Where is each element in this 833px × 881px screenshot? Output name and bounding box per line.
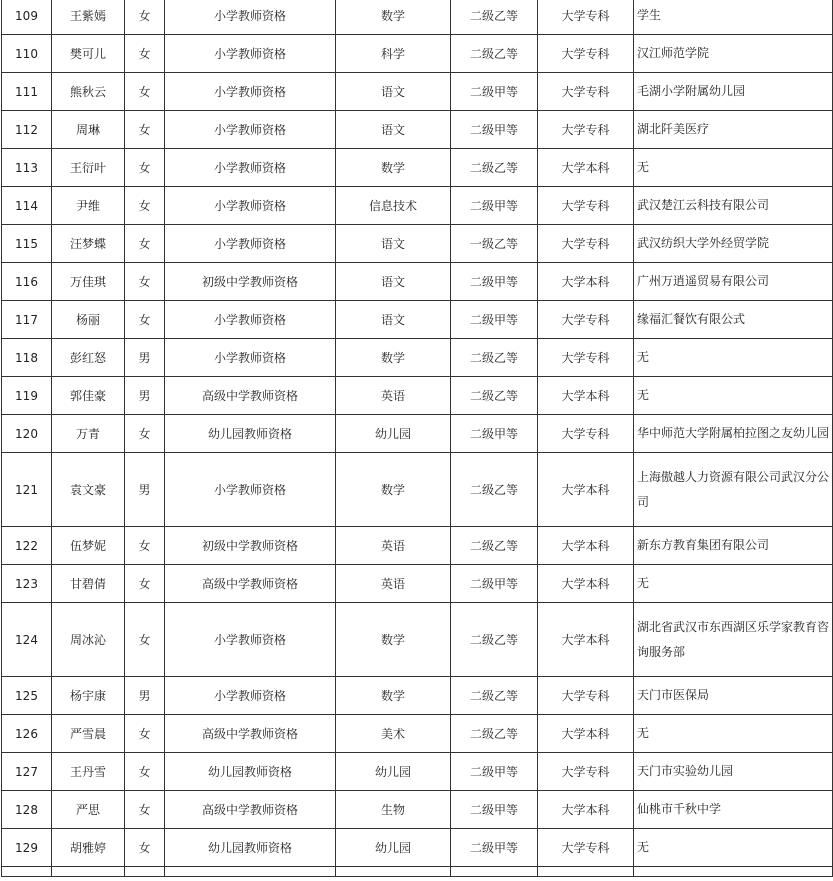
education-cell: 大学本科 bbox=[538, 715, 634, 753]
empty-cell bbox=[52, 867, 125, 877]
gender-cell: 女 bbox=[125, 187, 165, 225]
name-cell: 甘碧倩 bbox=[52, 565, 125, 603]
qualification-cell: 小学教师资格 bbox=[165, 603, 336, 677]
name-cell: 杨宇康 bbox=[52, 677, 125, 715]
gender-cell: 女 bbox=[125, 415, 165, 453]
row-number-cell: 128 bbox=[2, 791, 52, 829]
name-cell: 汪梦蝶 bbox=[52, 225, 125, 263]
qualification-cell: 小学教师资格 bbox=[165, 73, 336, 111]
mandarin-level-cell: 二级乙等 bbox=[451, 715, 538, 753]
table-row bbox=[2, 339, 833, 377]
table-row bbox=[2, 677, 833, 715]
table-row bbox=[2, 301, 833, 339]
work-unit-cell: 无 bbox=[634, 715, 833, 753]
qualification-cell: 初级中学教师资格 bbox=[165, 527, 336, 565]
name-cell: 王丹雪 bbox=[52, 753, 125, 791]
subject-cell: 英语 bbox=[336, 527, 451, 565]
empty-cell bbox=[451, 867, 538, 877]
gender-cell: 男 bbox=[125, 453, 165, 527]
name-cell: 尹维 bbox=[52, 187, 125, 225]
mandarin-level-cell: 二级乙等 bbox=[451, 377, 538, 415]
mandarin-level-cell: 二级甲等 bbox=[451, 73, 538, 111]
name-cell: 严思 bbox=[52, 791, 125, 829]
work-unit-cell: 汉江师范学院 bbox=[634, 35, 833, 73]
work-unit-cell: 天门市实验幼儿园 bbox=[634, 753, 833, 791]
mandarin-level-cell: 二级甲等 bbox=[451, 301, 538, 339]
work-unit-cell: 无 bbox=[634, 339, 833, 377]
empty-cell bbox=[2, 867, 52, 877]
qualification-cell: 幼儿园教师资格 bbox=[165, 415, 336, 453]
mandarin-level-cell: 一级乙等 bbox=[451, 225, 538, 263]
table-row bbox=[2, 603, 833, 677]
work-unit-cell: 上海傲越人力资源有限公司武汉分公司 bbox=[634, 453, 833, 527]
gender-cell: 男 bbox=[125, 339, 165, 377]
empty-cell bbox=[538, 867, 634, 877]
table-row bbox=[2, 715, 833, 753]
education-cell: 大学专科 bbox=[538, 111, 634, 149]
name-cell: 熊秋云 bbox=[52, 73, 125, 111]
name-cell: 周琳 bbox=[52, 111, 125, 149]
qualification-cell: 小学教师资格 bbox=[165, 149, 336, 187]
mandarin-level-cell: 二级甲等 bbox=[451, 565, 538, 603]
mandarin-level-cell: 二级甲等 bbox=[451, 791, 538, 829]
education-cell: 大学本科 bbox=[538, 453, 634, 527]
table-row bbox=[2, 829, 833, 867]
education-cell: 大学专科 bbox=[538, 339, 634, 377]
row-number-cell: 110 bbox=[2, 35, 52, 73]
qualification-cell: 小学教师资格 bbox=[165, 35, 336, 73]
row-number-cell: 118 bbox=[2, 339, 52, 377]
qualification-cell: 高级中学教师资格 bbox=[165, 791, 336, 829]
row-number-cell: 125 bbox=[2, 677, 52, 715]
qualification-cell: 小学教师资格 bbox=[165, 0, 336, 35]
mandarin-level-cell: 二级甲等 bbox=[451, 111, 538, 149]
row-number-cell: 123 bbox=[2, 565, 52, 603]
table-row bbox=[2, 225, 833, 263]
subject-cell: 幼儿园 bbox=[336, 753, 451, 791]
work-unit-cell: 天门市医保局 bbox=[634, 677, 833, 715]
work-unit-cell: 学生 bbox=[634, 0, 833, 35]
education-cell: 大学本科 bbox=[538, 603, 634, 677]
mandarin-level-cell: 二级甲等 bbox=[451, 187, 538, 225]
gender-cell: 女 bbox=[125, 0, 165, 35]
name-cell: 严雪晨 bbox=[52, 715, 125, 753]
applicant-table-sheet bbox=[1, 0, 833, 877]
table-row bbox=[2, 149, 833, 187]
table-row bbox=[2, 0, 833, 35]
gender-cell: 女 bbox=[125, 111, 165, 149]
education-cell: 大学专科 bbox=[538, 187, 634, 225]
row-number-cell: 116 bbox=[2, 263, 52, 301]
qualification-cell: 初级中学教师资格 bbox=[165, 263, 336, 301]
row-number-cell: 114 bbox=[2, 187, 52, 225]
table-row bbox=[2, 453, 833, 527]
work-unit-cell: 无 bbox=[634, 829, 833, 867]
gender-cell: 女 bbox=[125, 225, 165, 263]
education-cell: 大学本科 bbox=[538, 527, 634, 565]
subject-cell: 语文 bbox=[336, 111, 451, 149]
table-row bbox=[2, 565, 833, 603]
subject-cell: 语文 bbox=[336, 263, 451, 301]
education-cell: 大学本科 bbox=[538, 377, 634, 415]
row-number-cell: 126 bbox=[2, 715, 52, 753]
name-cell: 万佳琪 bbox=[52, 263, 125, 301]
name-cell: 杨丽 bbox=[52, 301, 125, 339]
education-cell: 大学专科 bbox=[538, 301, 634, 339]
mandarin-level-cell: 二级乙等 bbox=[451, 453, 538, 527]
subject-cell: 数学 bbox=[336, 453, 451, 527]
name-cell: 樊可儿 bbox=[52, 35, 125, 73]
subject-cell: 幼儿园 bbox=[336, 829, 451, 867]
row-number-cell: 115 bbox=[2, 225, 52, 263]
work-unit-cell: 武汉纺织大学外经贸学院 bbox=[634, 225, 833, 263]
education-cell: 大学专科 bbox=[538, 73, 634, 111]
gender-cell: 女 bbox=[125, 715, 165, 753]
empty-cell bbox=[634, 867, 833, 877]
table-body bbox=[2, 0, 833, 877]
work-unit-cell: 广州万逍遥贸易有限公司 bbox=[634, 263, 833, 301]
empty-cell bbox=[336, 867, 451, 877]
mandarin-level-cell: 二级乙等 bbox=[451, 603, 538, 677]
row-number-cell: 117 bbox=[2, 301, 52, 339]
education-cell: 大学本科 bbox=[538, 565, 634, 603]
mandarin-level-cell: 二级甲等 bbox=[451, 829, 538, 867]
qualification-cell: 高级中学教师资格 bbox=[165, 377, 336, 415]
name-cell: 伍梦妮 bbox=[52, 527, 125, 565]
row-number-cell: 122 bbox=[2, 527, 52, 565]
gender-cell: 女 bbox=[125, 73, 165, 111]
table-row-partial bbox=[2, 867, 833, 877]
table-row bbox=[2, 377, 833, 415]
table-row bbox=[2, 35, 833, 73]
work-unit-cell: 湖北省武汉市东西湖区乐学家教育咨询服务部 bbox=[634, 603, 833, 677]
subject-cell: 信息技术 bbox=[336, 187, 451, 225]
work-unit-cell: 无 bbox=[634, 565, 833, 603]
subject-cell: 英语 bbox=[336, 377, 451, 415]
work-unit-cell: 华中师范大学附属柏拉图之友幼儿园 bbox=[634, 415, 833, 453]
gender-cell: 女 bbox=[125, 753, 165, 791]
subject-cell: 数学 bbox=[336, 339, 451, 377]
gender-cell: 女 bbox=[125, 527, 165, 565]
qualification-cell: 幼儿园教师资格 bbox=[165, 753, 336, 791]
applicant-table bbox=[1, 0, 833, 877]
work-unit-cell: 新东方教育集团有限公司 bbox=[634, 527, 833, 565]
qualification-cell: 小学教师资格 bbox=[165, 225, 336, 263]
name-cell: 王紫嫣 bbox=[52, 0, 125, 35]
mandarin-level-cell: 二级甲等 bbox=[451, 753, 538, 791]
gender-cell: 女 bbox=[125, 301, 165, 339]
table-row bbox=[2, 415, 833, 453]
qualification-cell: 小学教师资格 bbox=[165, 111, 336, 149]
mandarin-level-cell: 二级乙等 bbox=[451, 35, 538, 73]
row-number-cell: 113 bbox=[2, 149, 52, 187]
education-cell: 大学本科 bbox=[538, 263, 634, 301]
gender-cell: 女 bbox=[125, 603, 165, 677]
subject-cell: 语文 bbox=[336, 301, 451, 339]
row-number-cell: 129 bbox=[2, 829, 52, 867]
gender-cell: 女 bbox=[125, 149, 165, 187]
mandarin-level-cell: 二级甲等 bbox=[451, 263, 538, 301]
row-number-cell: 111 bbox=[2, 73, 52, 111]
subject-cell: 数学 bbox=[336, 0, 451, 35]
name-cell: 郭佳豪 bbox=[52, 377, 125, 415]
mandarin-level-cell: 二级乙等 bbox=[451, 149, 538, 187]
qualification-cell: 高级中学教师资格 bbox=[165, 715, 336, 753]
education-cell: 大学专科 bbox=[538, 225, 634, 263]
work-unit-cell: 无 bbox=[634, 377, 833, 415]
row-number-cell: 112 bbox=[2, 111, 52, 149]
gender-cell: 女 bbox=[125, 829, 165, 867]
table-row bbox=[2, 111, 833, 149]
name-cell: 周冰沁 bbox=[52, 603, 125, 677]
qualification-cell: 小学教师资格 bbox=[165, 453, 336, 527]
row-number-cell: 119 bbox=[2, 377, 52, 415]
mandarin-level-cell: 二级乙等 bbox=[451, 677, 538, 715]
work-unit-cell: 毛湖小学附属幼儿园 bbox=[634, 73, 833, 111]
table-row bbox=[2, 263, 833, 301]
mandarin-level-cell: 二级乙等 bbox=[451, 339, 538, 377]
row-number-cell: 121 bbox=[2, 453, 52, 527]
qualification-cell: 高级中学教师资格 bbox=[165, 565, 336, 603]
empty-cell bbox=[165, 867, 336, 877]
gender-cell: 女 bbox=[125, 791, 165, 829]
subject-cell: 科学 bbox=[336, 35, 451, 73]
row-number-cell: 127 bbox=[2, 753, 52, 791]
row-number-cell: 109 bbox=[2, 0, 52, 35]
table-row bbox=[2, 73, 833, 111]
mandarin-level-cell: 二级甲等 bbox=[451, 415, 538, 453]
subject-cell: 美术 bbox=[336, 715, 451, 753]
name-cell: 袁文豪 bbox=[52, 453, 125, 527]
row-number-cell: 124 bbox=[2, 603, 52, 677]
work-unit-cell: 无 bbox=[634, 149, 833, 187]
mandarin-level-cell: 二级乙等 bbox=[451, 527, 538, 565]
gender-cell: 男 bbox=[125, 377, 165, 415]
work-unit-cell: 湖北阡美医疗 bbox=[634, 111, 833, 149]
name-cell: 王衍叶 bbox=[52, 149, 125, 187]
subject-cell: 生物 bbox=[336, 791, 451, 829]
work-unit-cell: 缘福汇餐饮有限公式 bbox=[634, 301, 833, 339]
table-row bbox=[2, 791, 833, 829]
education-cell: 大学专科 bbox=[538, 35, 634, 73]
mandarin-level-cell: 二级乙等 bbox=[451, 0, 538, 35]
subject-cell: 数学 bbox=[336, 149, 451, 187]
qualification-cell: 幼儿园教师资格 bbox=[165, 829, 336, 867]
education-cell: 大学专科 bbox=[538, 0, 634, 35]
work-unit-cell: 武汉楚江云科技有限公司 bbox=[634, 187, 833, 225]
gender-cell: 男 bbox=[125, 677, 165, 715]
empty-cell bbox=[125, 867, 165, 877]
work-unit-cell: 仙桃市千秋中学 bbox=[634, 791, 833, 829]
subject-cell: 数学 bbox=[336, 603, 451, 677]
gender-cell: 女 bbox=[125, 35, 165, 73]
education-cell: 大学专科 bbox=[538, 415, 634, 453]
education-cell: 大学专科 bbox=[538, 829, 634, 867]
education-cell: 大学专科 bbox=[538, 753, 634, 791]
education-cell: 大学专科 bbox=[538, 677, 634, 715]
name-cell: 胡雅婷 bbox=[52, 829, 125, 867]
name-cell: 万青 bbox=[52, 415, 125, 453]
table-row bbox=[2, 527, 833, 565]
subject-cell: 语文 bbox=[336, 73, 451, 111]
subject-cell: 幼儿园 bbox=[336, 415, 451, 453]
qualification-cell: 小学教师资格 bbox=[165, 187, 336, 225]
row-number-cell: 120 bbox=[2, 415, 52, 453]
gender-cell: 女 bbox=[125, 263, 165, 301]
subject-cell: 英语 bbox=[336, 565, 451, 603]
qualification-cell: 小学教师资格 bbox=[165, 677, 336, 715]
table-row bbox=[2, 753, 833, 791]
education-cell: 大学本科 bbox=[538, 791, 634, 829]
subject-cell: 数学 bbox=[336, 677, 451, 715]
qualification-cell: 小学教师资格 bbox=[165, 339, 336, 377]
qualification-cell: 小学教师资格 bbox=[165, 301, 336, 339]
subject-cell: 语文 bbox=[336, 225, 451, 263]
table-row bbox=[2, 187, 833, 225]
name-cell: 彭红怒 bbox=[52, 339, 125, 377]
education-cell: 大学本科 bbox=[538, 149, 634, 187]
gender-cell: 女 bbox=[125, 565, 165, 603]
